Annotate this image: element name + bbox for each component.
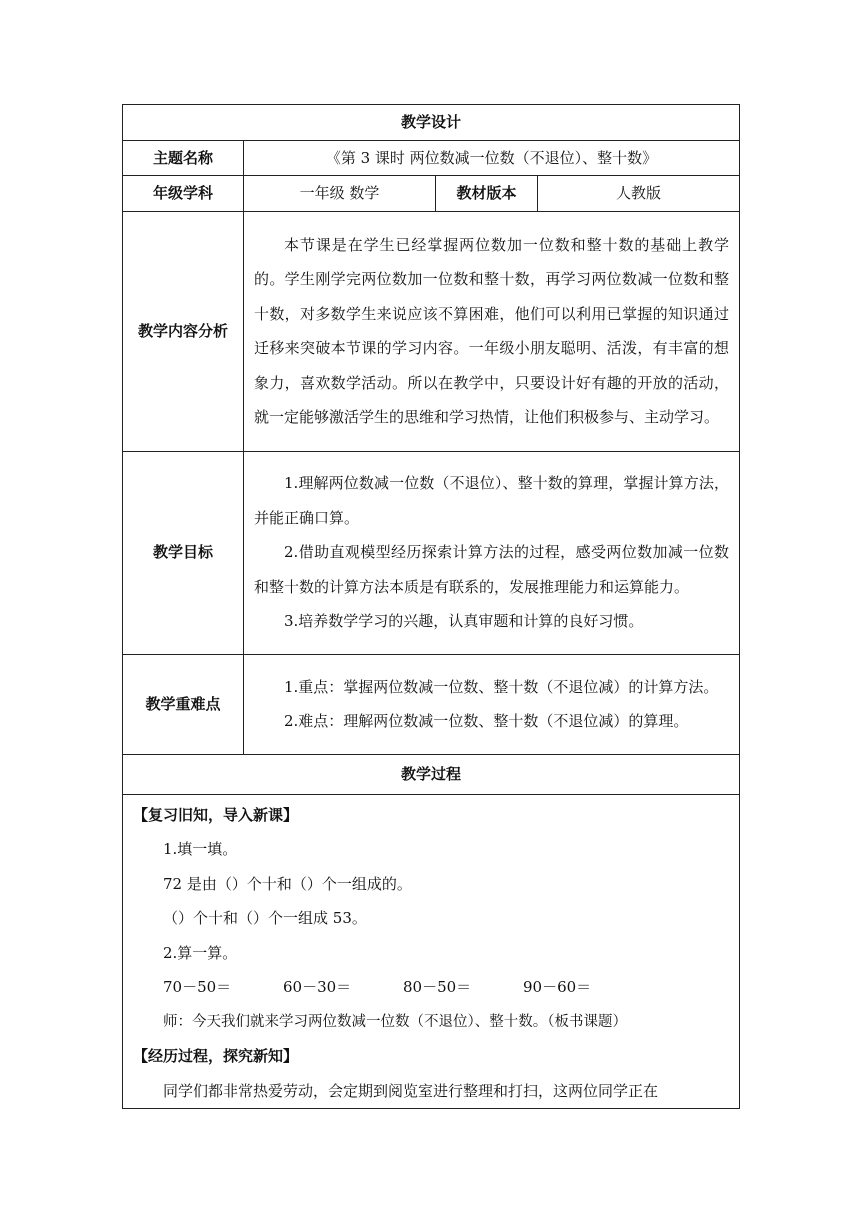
calc-item: 90－60＝ [523,978,592,996]
document-page [122,104,739,1109]
explore-heading: 【经历过程，探究新知】 [133,1047,299,1065]
topic-label: 主题名称 [123,140,244,176]
calc-item: 60－30＝ [283,978,352,996]
objectives-cell [244,451,740,654]
calc-row [133,970,729,1005]
edition-label: 教材版本 [436,176,538,212]
keypoints-label: 教学重难点 [123,654,244,754]
analysis-cell [244,211,740,451]
topic-value: 《第 3 课时 两位数减一位数（不退位）、整十数》 [244,140,740,176]
analysis-text: 本节课是在学生已经掌握两位数加一位数和整十数的基础上教学的。学生刚学完两位数加一位数和整十数，再学习两位数减一位数和整十数，对多数学生来说应该不算困难，他们可以利用已掌握的知识通过迁移来突破本节课的学习内容。一年级小朋友聪明、活泼，有丰富的想象力，喜欢数学活动。所以在教学中，只要设计好有趣的开放的活动，就一定能够激活学生的思维和学习热情，让他们积极参与、主动学习。 [254,235,730,426]
objective-item: 2.借助直观模型经历探索计算方法的过程，感受两位数加减一位数和整十数的计算方法本质是有联系的，发展推理能力和运算能力。 [254,543,730,596]
fill-title: 1.填一填。 [163,840,238,858]
explore-text: 同学们都非常热爱劳动，会定期到阅览室进行整理和打扫，这两位同学正在 [163,1081,659,1100]
keypoint-item: 1.重点：掌握两位数减一位数、整十数（不退位减）的计算方法。 [284,677,719,696]
analysis-label: 教学内容分析 [123,211,244,451]
teacher-line: 师：今天我们就来学习两位数减一位数（不退位）、整十数。（板书课题） [163,1013,627,1030]
fill-question-2: （）个十和（）个一组成 53。 [163,909,367,927]
process-title: 教学过程 [123,754,740,794]
calc-item: 80－50＝ [403,978,472,996]
edition-value: 人教版 [538,176,740,212]
objective-item: 1.理解两位数减一位数（不退位）、整十数的算理，掌握计算方法，并能正确口算。 [254,474,730,527]
review-heading: 【复习旧知，导入新课】 [133,805,299,824]
table-title: 教学设计 [123,105,740,141]
keypoints-cell [244,654,740,754]
grade-value: 一年级 数学 [244,176,436,212]
lesson-design-table [122,104,740,1109]
objective-item: 3.培养数学学习的兴趣，认真审题和计算的良好习惯。 [284,612,644,631]
grade-label: 年级学科 [123,176,244,212]
calc-title: 2.算一算。 [163,943,238,962]
process-cell [123,794,740,1109]
calc-item: 70－50＝ [163,978,232,996]
keypoint-item: 2.难点：理解两位数减一位数、整十数（不退位减）的算理。 [284,712,689,730]
objectives-label: 教学目标 [123,451,244,654]
fill-question-1: 72 是由（）个十和（）个一组成的。 [163,874,412,893]
